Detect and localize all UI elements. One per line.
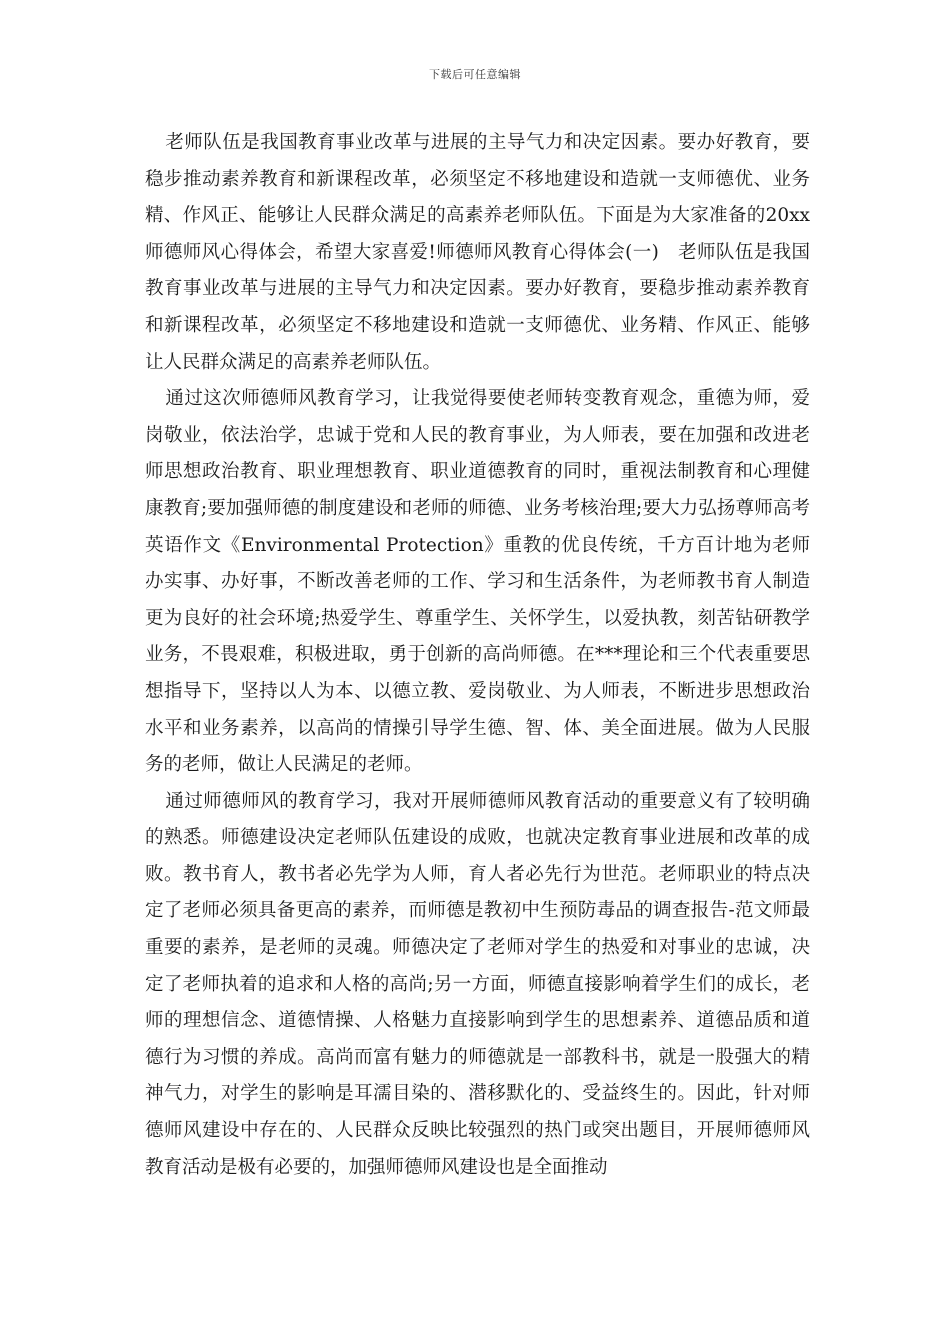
page-header: 下载后可任意编辑 — [429, 68, 521, 81]
paragraph-3: 通过师德师风的教育学习，我对开展师德师风教育活动的重要意义有了较明确的熟悉。师德建设决定老师队伍建设的成败，也就决定教育事业进展和改革的成败。教书育人，教书者必先学为人师，育人者必先行为世范。老师职业的特点决定了老师必须具备更高的素养，而师德是教初中生预防毒品的调查报告-范文师最重要的素养，是老师的灵魂。师德决定了老师对学生的热爱和对事业的忠诚，决定了老师执着的追求和人格的高尚;另一方面，师德直接影响着学生们的成长，老师的理想信念、道德情操、人格魅力直接影响到学生的思想素养、道德品质和道德行为习惯的养成。高尚而富有魅力的师德就是一部教科书，就是一股强大的精神气力，对学生的影响是耳濡目染的、潜移默化的、受益终生的。因此，针对师德师风建设中存在的、人民群众反映比较强烈的热门或突出题目，开展师德师风教育活动是极有必要的，加强师德师风建设也是全面推动 — [145, 790, 810, 1178]
document-body — [145, 125, 810, 1186]
paragraph-2: 通过这次师德师风教育学习，让我觉得要使老师转变教育观念，重德为师，爱岗敬业，依法治学，忠诚于党和人民的教育事业，为人师表，要在加强和改进老师思想政治教育、职业理想教育、职业道德教育的同时，重视法制教育和心理健康教育;要加强师德的制度建设和老师的师德、业务考核治理;要大力弘扬尊师高考英语作文《Environmental Protection》重教的优良传统，千方百计地为老师办实事、办好事，不断改善老师的工作、学习和生活条件，为老师教书育人制造更为良好的社会环境;热爱学生、尊重学生、关怀学生，以爱执教，刻苦钻研教学业务，不畏艰难，积极进取，勇于创新的高尚师德。在***理论和三个代表重要思想指导下，坚持以人为本、以德立教、爱岗敬业、为人师表，不断进步思想政治水平和业务素养，以高尚的情操引导学生德、智、体、美全面进展。做为人民服务的老师，做让人民满足的老师。 — [145, 388, 810, 776]
paragraph-1: 老师队伍是我国教育事业改革与进展的主导气力和决定因素。要办好教育，要稳步推动素养教育和新课程改革，必须坚定不移地建设和造就一支师德优、业务精、作风正、能够让人民群众满足的高素养老师队伍。下面是为大家准备的20xx师德师风心得体会，希望大家喜爱!师德师风教育心得体会(一) 老师队伍是我国教育事业改革与进展的主导气力和决定因素。要办好教育，要稳步推动素养教育和新课程改革，必须坚定不移地建设和造就一支师德优、业务精、作风正、能够让人民群众满足的高素养老师队伍。 — [145, 132, 810, 373]
